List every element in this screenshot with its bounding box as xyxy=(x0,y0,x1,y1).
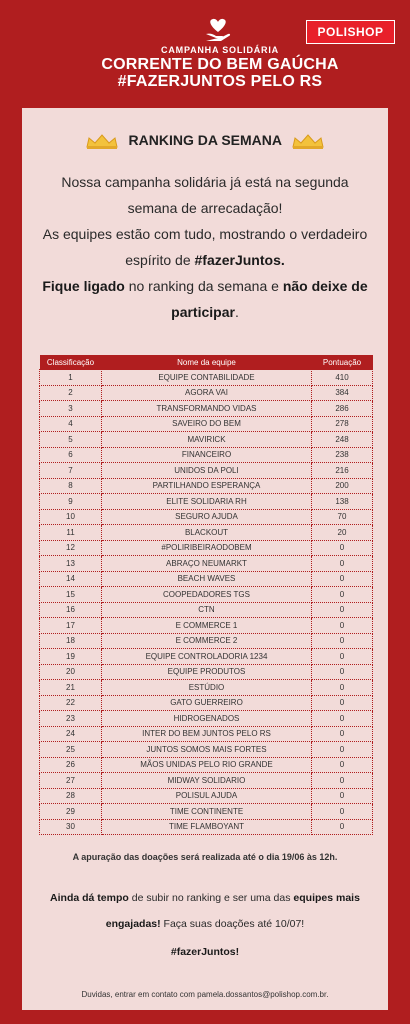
score-cell: 238 xyxy=(312,447,373,463)
team-name-cell: JUNTOS SOMOS MAIS FORTES xyxy=(102,742,312,758)
score-cell: 0 xyxy=(312,587,373,603)
rank-cell: 29 xyxy=(40,804,102,820)
rank-cell: 4 xyxy=(40,416,102,432)
score-cell: 286 xyxy=(312,401,373,417)
score-cell: 0 xyxy=(312,540,373,556)
header xyxy=(0,0,410,105)
intro-bold: participar xyxy=(171,304,235,320)
intro-text xyxy=(32,169,378,325)
rank-cell: 8 xyxy=(40,478,102,494)
column-header: Pontuação xyxy=(312,355,373,370)
score-cell: 248 xyxy=(312,432,373,448)
score-cell: 70 xyxy=(312,509,373,525)
score-cell: 0 xyxy=(312,633,373,649)
score-cell: 0 xyxy=(312,819,373,835)
team-name-cell: E COMMERCE 2 xyxy=(102,633,312,649)
score-cell: 410 xyxy=(312,370,373,386)
rank-cell: 22 xyxy=(40,695,102,711)
intro-text-span: espírito de xyxy=(125,252,195,268)
rank-cell: 11 xyxy=(40,525,102,541)
table-row xyxy=(40,649,373,665)
team-name-cell: #POLIRIBEIRAODOBEM xyxy=(102,540,312,556)
column-header: Nome da equipe xyxy=(102,355,312,370)
column-header: Classificação xyxy=(40,355,102,370)
intro-text-span: . xyxy=(234,304,239,320)
score-cell: 384 xyxy=(312,385,373,401)
table-row xyxy=(40,447,373,463)
table-row xyxy=(40,804,373,820)
table-row xyxy=(40,587,373,603)
polishop-logo: POLISHOP xyxy=(306,20,395,44)
team-name-cell: EQUIPE CONTROLADORIA 1234 xyxy=(102,649,312,665)
team-name-cell: FINANCEIRO xyxy=(102,447,312,463)
team-name-cell: MAVIRICK xyxy=(102,432,312,448)
table-row xyxy=(40,711,373,727)
table-row xyxy=(40,633,373,649)
team-name-cell: ELITE SOLIDARIA RH xyxy=(102,494,312,510)
score-cell: 0 xyxy=(312,649,373,665)
table-row xyxy=(40,757,373,773)
rank-cell: 6 xyxy=(40,447,102,463)
team-name-cell: MÃOS UNIDAS PELO RIO GRANDE xyxy=(102,757,312,773)
table-row xyxy=(40,680,373,696)
contact-footer: Duvidas, entrar em contato com pamela.dossantos@polishop.com.br. xyxy=(81,990,329,999)
score-cell: 138 xyxy=(312,494,373,510)
rank-cell: 2 xyxy=(40,385,102,401)
campaign-title xyxy=(0,56,410,90)
rank-cell: 9 xyxy=(40,494,102,510)
team-name-cell: COOPEDADORES TGS xyxy=(102,587,312,603)
table-row xyxy=(40,540,373,556)
campaign-label: CAMPANHA SOLIDÁRIA xyxy=(161,45,279,55)
closing-paragraph xyxy=(34,885,376,937)
rank-cell: 1 xyxy=(40,370,102,386)
team-name-cell: POLISUL AJUDA xyxy=(102,788,312,804)
rank-cell: 14 xyxy=(40,571,102,587)
intro-bold: não deixe de xyxy=(282,278,368,294)
score-cell: 0 xyxy=(312,773,373,789)
score-cell: 0 xyxy=(312,788,373,804)
team-name-cell: EQUIPE CONTABILIDADE xyxy=(102,370,312,386)
score-cell: 0 xyxy=(312,571,373,587)
intro-bold: Fique ligado xyxy=(42,278,125,294)
table-row xyxy=(40,664,373,680)
team-name-cell: SEGURO AJUDA xyxy=(102,509,312,525)
team-name-cell: ABRAÇO NEUMARKT xyxy=(102,556,312,572)
score-cell: 200 xyxy=(312,478,373,494)
closing-bold: equipes mais engajadas! xyxy=(105,892,360,930)
table-row xyxy=(40,819,373,835)
table-row xyxy=(40,556,373,572)
score-cell: 0 xyxy=(312,742,373,758)
team-name-cell: TIME FLAMBOYANT xyxy=(102,819,312,835)
team-name-cell: AGORA VAI xyxy=(102,385,312,401)
table-header-row xyxy=(40,355,373,370)
closing-span: Faça suas doações até 10/07! xyxy=(160,918,305,930)
ranking-heading xyxy=(22,132,388,149)
team-name-cell: ESTÚDIO xyxy=(102,680,312,696)
score-cell: 0 xyxy=(312,726,373,742)
team-name-cell: INTER DO BEM JUNTOS PELO RS xyxy=(102,726,312,742)
score-cell: 0 xyxy=(312,804,373,820)
table-row xyxy=(40,478,373,494)
rank-cell: 7 xyxy=(40,463,102,479)
team-name-cell: HIDROGENADOS xyxy=(102,711,312,727)
rank-cell: 20 xyxy=(40,664,102,680)
intro-line: Nossa campanha solidária já está na segunda xyxy=(61,174,349,190)
closing-hashtag-line xyxy=(34,939,376,965)
ranking-heading-text: RANKING DA SEMANA xyxy=(128,132,282,148)
rank-cell: 5 xyxy=(40,432,102,448)
score-cell: 20 xyxy=(312,525,373,541)
rank-cell: 12 xyxy=(40,540,102,556)
table-body xyxy=(40,370,373,835)
table-row xyxy=(40,401,373,417)
table-row xyxy=(40,525,373,541)
intro-line xyxy=(32,299,378,325)
intro-line: semana de arrecadação! xyxy=(127,200,283,216)
team-name-cell: SAVEIRO DO BEM xyxy=(102,416,312,432)
table-row xyxy=(40,463,373,479)
closing-hashtag: #fazerJuntos! xyxy=(170,946,240,958)
team-name-cell: BEACH WAVES xyxy=(102,571,312,587)
team-name-cell: GATO GUERREIRO xyxy=(102,695,312,711)
score-cell: 0 xyxy=(312,711,373,727)
campaign-title-line2: #FAZERJUNTOS PELO RS xyxy=(117,73,323,90)
rank-cell: 21 xyxy=(40,680,102,696)
score-cell: 0 xyxy=(312,695,373,711)
rank-cell: 17 xyxy=(40,618,102,634)
score-cell: 0 xyxy=(312,757,373,773)
rank-cell: 23 xyxy=(40,711,102,727)
intro-text-span: no ranking da semana e xyxy=(124,278,283,294)
table-row xyxy=(40,509,373,525)
score-cell: 278 xyxy=(312,416,373,432)
intro-line xyxy=(32,273,378,299)
rank-cell: 27 xyxy=(40,773,102,789)
deadline-note: A apuração das doações será realizada até o dia 19/06 às 12h. xyxy=(72,852,338,862)
rank-cell: 30 xyxy=(40,819,102,835)
rank-cell: 26 xyxy=(40,757,102,773)
table-row xyxy=(40,695,373,711)
table-row xyxy=(40,788,373,804)
rank-cell: 3 xyxy=(40,401,102,417)
table-row xyxy=(40,571,373,587)
team-name-cell: MIDWAY SOLIDARIO xyxy=(102,773,312,789)
score-cell: 0 xyxy=(312,556,373,572)
hashtag-text: #fazerJuntos. xyxy=(194,252,285,268)
team-name-cell: TRANSFORMANDO VIDAS xyxy=(102,401,312,417)
team-name-cell: EQUIPE PRODUTOS xyxy=(102,664,312,680)
intro-line xyxy=(32,247,378,273)
table-row xyxy=(40,385,373,401)
closing-bold: Ainda dá tempo xyxy=(50,892,129,904)
rank-cell: 10 xyxy=(40,509,102,525)
closing-span: de subir no ranking e ser uma das xyxy=(128,892,294,904)
rank-cell: 24 xyxy=(40,726,102,742)
intro-line: As equipes estão com tudo, mostrando o verdadeiro xyxy=(42,226,368,242)
table-row xyxy=(40,370,373,386)
rank-cell: 19 xyxy=(40,649,102,665)
table-row xyxy=(40,726,373,742)
rank-cell: 25 xyxy=(40,742,102,758)
table-row xyxy=(40,773,373,789)
table-row xyxy=(40,432,373,448)
team-name-cell: BLACKOUT xyxy=(102,525,312,541)
table-row xyxy=(40,618,373,634)
score-cell: 0 xyxy=(312,602,373,618)
heart-hand-icon xyxy=(204,18,232,42)
score-cell: 0 xyxy=(312,680,373,696)
closing-text xyxy=(34,885,376,965)
team-name-cell: UNIDOS DA POLI xyxy=(102,463,312,479)
rank-cell: 18 xyxy=(40,633,102,649)
team-name-cell: CTN xyxy=(102,602,312,618)
score-cell: 216 xyxy=(312,463,373,479)
campaign-title-line1: CORRENTE DO BEM GAÚCHA xyxy=(101,56,339,73)
table-row xyxy=(40,494,373,510)
table-row xyxy=(40,742,373,758)
content-panel xyxy=(22,108,388,1010)
score-cell: 0 xyxy=(312,618,373,634)
table-row xyxy=(40,416,373,432)
crown-icon xyxy=(85,133,119,149)
rank-cell: 15 xyxy=(40,587,102,603)
score-cell: 0 xyxy=(312,664,373,680)
team-name-cell: E COMMERCE 1 xyxy=(102,618,312,634)
table-row xyxy=(40,602,373,618)
team-name-cell: PARTILHANDO ESPERANÇA xyxy=(102,478,312,494)
team-name-cell: TIME CONTINENTE xyxy=(102,804,312,820)
rank-cell: 28 xyxy=(40,788,102,804)
rank-cell: 16 xyxy=(40,602,102,618)
rank-cell: 13 xyxy=(40,556,102,572)
crown-icon xyxy=(291,133,325,149)
ranking-table xyxy=(39,355,373,835)
